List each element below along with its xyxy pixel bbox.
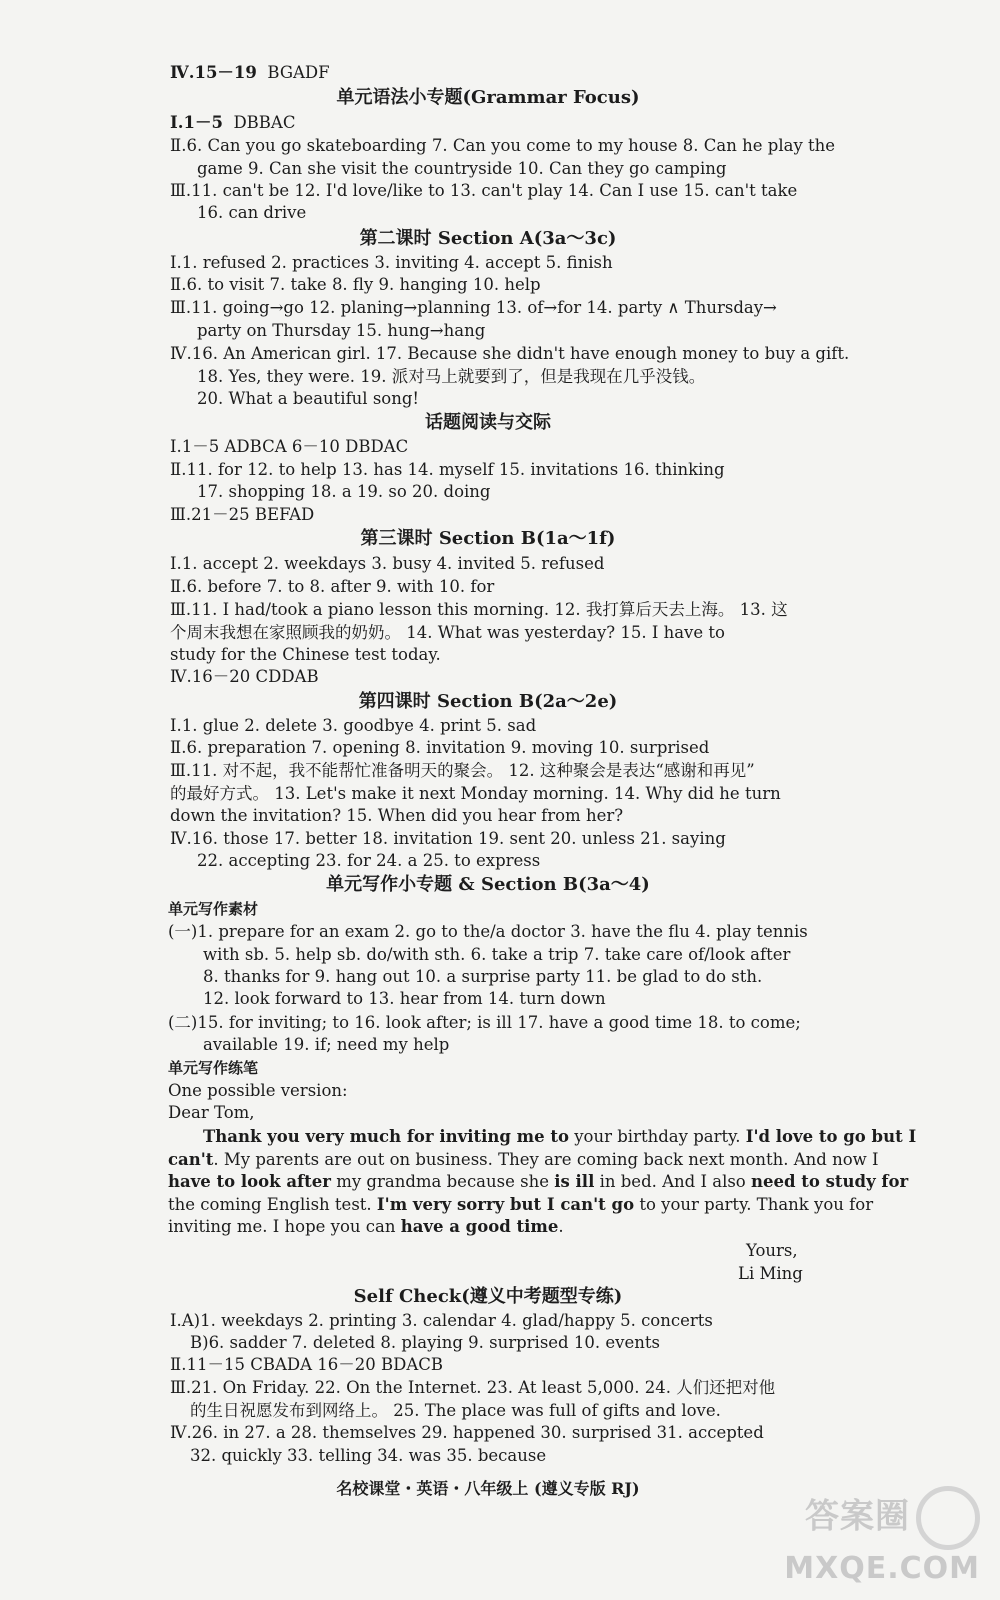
writing-heading: 单元写作小专题 & Section B(3a～4) [326,874,650,895]
letter-phrase: your birthday party. [568,1127,746,1146]
lesson2-ii-line: Ⅱ.6. to visit 7. take 8. fly 9. hanging 10. help [170,275,541,294]
letter-line-3 [168,1171,908,1193]
lesson4-iii-line-2: 的最好方式。 13. Let's make it next Monday morning. 14. Why did he turn [170,784,781,803]
lesson-4-heading: 第四课时 Section B(2a～2e) [358,691,618,712]
watermark [784,1486,980,1588]
lesson2-i-line: Ⅰ.1. refused 2. practices 3. inviting 4. accept 5. finish [170,253,613,272]
writing-material-2-line-2: available 19. if; need my help [203,1035,450,1054]
lesson-2-heading: 第二课时 Section A(3a～3c) [359,228,617,249]
letter-phrase: have a good time [400,1217,559,1236]
topic-reading-heading: 话题阅读与交际 [425,412,551,433]
selfcheck-iii-line-1: Ⅲ.21. On Friday. 22. On the Internet. 23. At least 5,000. 24. 人们还把对他 [170,1378,776,1397]
section-iv-15-19 [170,62,330,84]
lesson3-iv-line: Ⅳ.16－20 CDDAB [170,667,319,686]
writing-material-label: 单元写作素材 [168,900,259,918]
letter-phrase: can't [168,1150,214,1169]
letter-closing: Yours, [746,1241,798,1260]
topic-ii-line-2: 17. shopping 18. a 19. so 20. doing [197,482,491,501]
lesson2-iv-line-2: 18. Yes, they were. 19. 派对马上就要到了，但是我现在几乎没钱。 [197,367,706,386]
page-footer: 名校课堂・英语・八年级上 (遵义专版 RJ) [336,1479,640,1498]
self-check-heading: Self Check(遵义中考题型专练) [353,1286,623,1307]
answer-text: DBBAC [233,113,296,132]
watermark-url: MXQE.COM [784,1551,980,1586]
selfcheck-i-line-2: B)6. sadder 7. deleted 8. playing 9. surprised 10. events [190,1333,660,1352]
grammar-i-line [170,112,295,134]
letter-line-2 [168,1149,879,1171]
lesson4-ii-line: Ⅱ.6. preparation 7. opening 8. invitation 9. moving 10. surprised [170,738,710,757]
grammar-ii-line-1: Ⅱ.6. Can you go skateboarding 7. Can you come to my house 8. Can he play the [170,136,836,155]
letter-phrase: the coming English test. [168,1195,377,1214]
lesson3-iii-line-3: study for the Chinese test today. [170,645,441,664]
letter-phrase: my grandma because she [330,1172,555,1191]
lesson3-ii-line: Ⅱ.6. before 7. to 8. after 9. with 10. for [170,577,495,596]
letter-phrase: in bed. And I also [594,1172,751,1191]
letter-phrase: . My parents are out on business. They are coming back next month. And now I [213,1150,879,1169]
selfcheck-iv-line-2: 32. quickly 33. telling 34. was 35. because [190,1446,547,1465]
answer-text: BGADF [267,63,330,82]
lesson2-iv-line-3: 20. What a beautiful song! [197,389,420,408]
letter-signature: Li Ming [738,1264,803,1283]
letter-phrase: . [558,1217,564,1236]
writing-material-1-line-3: 8. thanks for 9. hang out 10. a surprise party 11. be glad to do sth. [203,967,763,986]
letter-phrase: I'm very sorry but I can't go [376,1195,635,1214]
letter-phrase: Thank you very much for inviting me to [203,1127,569,1146]
topic-iii-line: Ⅲ.21－25 BEFAD [170,505,315,524]
watermark-text: 答案圈 [805,1496,910,1537]
possible-version-label: One possible version: [168,1081,348,1100]
writing-material-1-line-1: (一)1. prepare for an exam 2. go to the/a doctor 3. have the flu 4. play tennis [168,922,808,941]
lesson3-iii-line-2: 个周末我想在家照顾我的奶奶。 14. What was yesterday? 15. I have to [170,623,725,642]
writing-material-2-line-1: (二)15. for inviting; to 16. look after; is ill 17. have a good time 18. to come; [168,1013,801,1032]
letter-phrase: I'd love to go but I [745,1127,917,1146]
lesson2-iii-line-2: party on Thursday 15. hung→hang [197,321,486,340]
lesson2-iv-line-1: Ⅳ.16. An American girl. 17. Because she didn't have enough money to buy a gift. [170,344,850,363]
grammar-ii-line-2: game 9. Can she visit the countryside 10. Can they go camping [197,159,727,178]
lesson3-iii-line-1: Ⅲ.11. I had/took a piano lesson this morning. 12. 我打算后天去上海。 13. 这 [170,600,788,619]
writing-practice-label: 单元写作练笔 [168,1059,259,1077]
writing-material-1-line-4: 12. look forward to 13. hear from 14. turn down [203,989,606,1008]
letter-phrase: to your party. Thank you for [634,1195,874,1214]
lesson2-iii-line-1: Ⅲ.11. going→go 12. planing→planning 13. of→for 14. party ∧ Thursday→ [170,298,777,317]
section-label: Ⅳ.15－19 [170,63,257,82]
section-label: Ⅰ.1－5 [170,113,223,132]
topic-i-line: Ⅰ.1－5 ADBCA 6－10 DBDAC [170,437,409,456]
grammar-iii-line-1: Ⅲ.11. can't be 12. I'd love/like to 13. can't play 14. Can I use 15. can't take [170,181,798,200]
writing-material-1-line-2: with sb. 5. help sb. do/with sth. 6. take a trip 7. take care of/look after [203,945,791,964]
selfcheck-iii-line-2: 的生日祝愿发布到网络上。 25. The place was full of gifts and love. [190,1401,721,1420]
selfcheck-ii-line: Ⅱ.11－15 CBADA 16－20 BDACB [170,1355,444,1374]
letter-line-1 [203,1126,916,1148]
lesson3-i-line: Ⅰ.1. accept 2. weekdays 3. busy 4. invited 5. refused [170,554,605,573]
letter-line-4 [168,1194,873,1216]
lesson4-i-line: Ⅰ.1. glue 2. delete 3. goodbye 4. print 5. sad [170,716,537,735]
letter-greeting: Dear Tom, [168,1103,255,1122]
selfcheck-iv-line-1: Ⅳ.26. in 27. a 28. themselves 29. happened 30. surprised 31. accepted [170,1423,764,1442]
letter-line-5 [168,1216,564,1238]
letter-phrase: have to look after [168,1172,331,1191]
watermark-logo-icon [916,1486,980,1550]
letter-phrase: inviting me. I hope you can [168,1217,401,1236]
lesson4-iii-line-1: Ⅲ.11. 对不起，我不能帮忙准备明天的聚会。 12. 这种聚会是表达“感谢和再见” [170,761,755,780]
topic-ii-line-1: Ⅱ.11. for 12. to help 13. has 14. myself 15. invitations 16. thinking [170,460,725,479]
lesson4-iv-line-2: 22. accepting 23. for 24. a 25. to express [197,851,541,870]
lesson-3-heading: 第三课时 Section B(1a～1f) [360,528,616,549]
letter-phrase: need to study for [751,1172,909,1191]
grammar-focus-heading: 单元语法小专题(Grammar Focus) [336,87,640,108]
selfcheck-i-line-1: Ⅰ.A)1. weekdays 2. printing 3. calendar 4. glad/happy 5. concerts [170,1311,713,1330]
lesson4-iii-line-3: down the invitation? 15. When did you hear from her? [170,806,624,825]
letter-phrase: is ill [554,1172,595,1191]
lesson4-iv-line-1: Ⅳ.16. those 17. better 18. invitation 19. sent 20. unless 21. saying [170,829,726,848]
grammar-iii-line-2: 16. can drive [197,203,307,222]
